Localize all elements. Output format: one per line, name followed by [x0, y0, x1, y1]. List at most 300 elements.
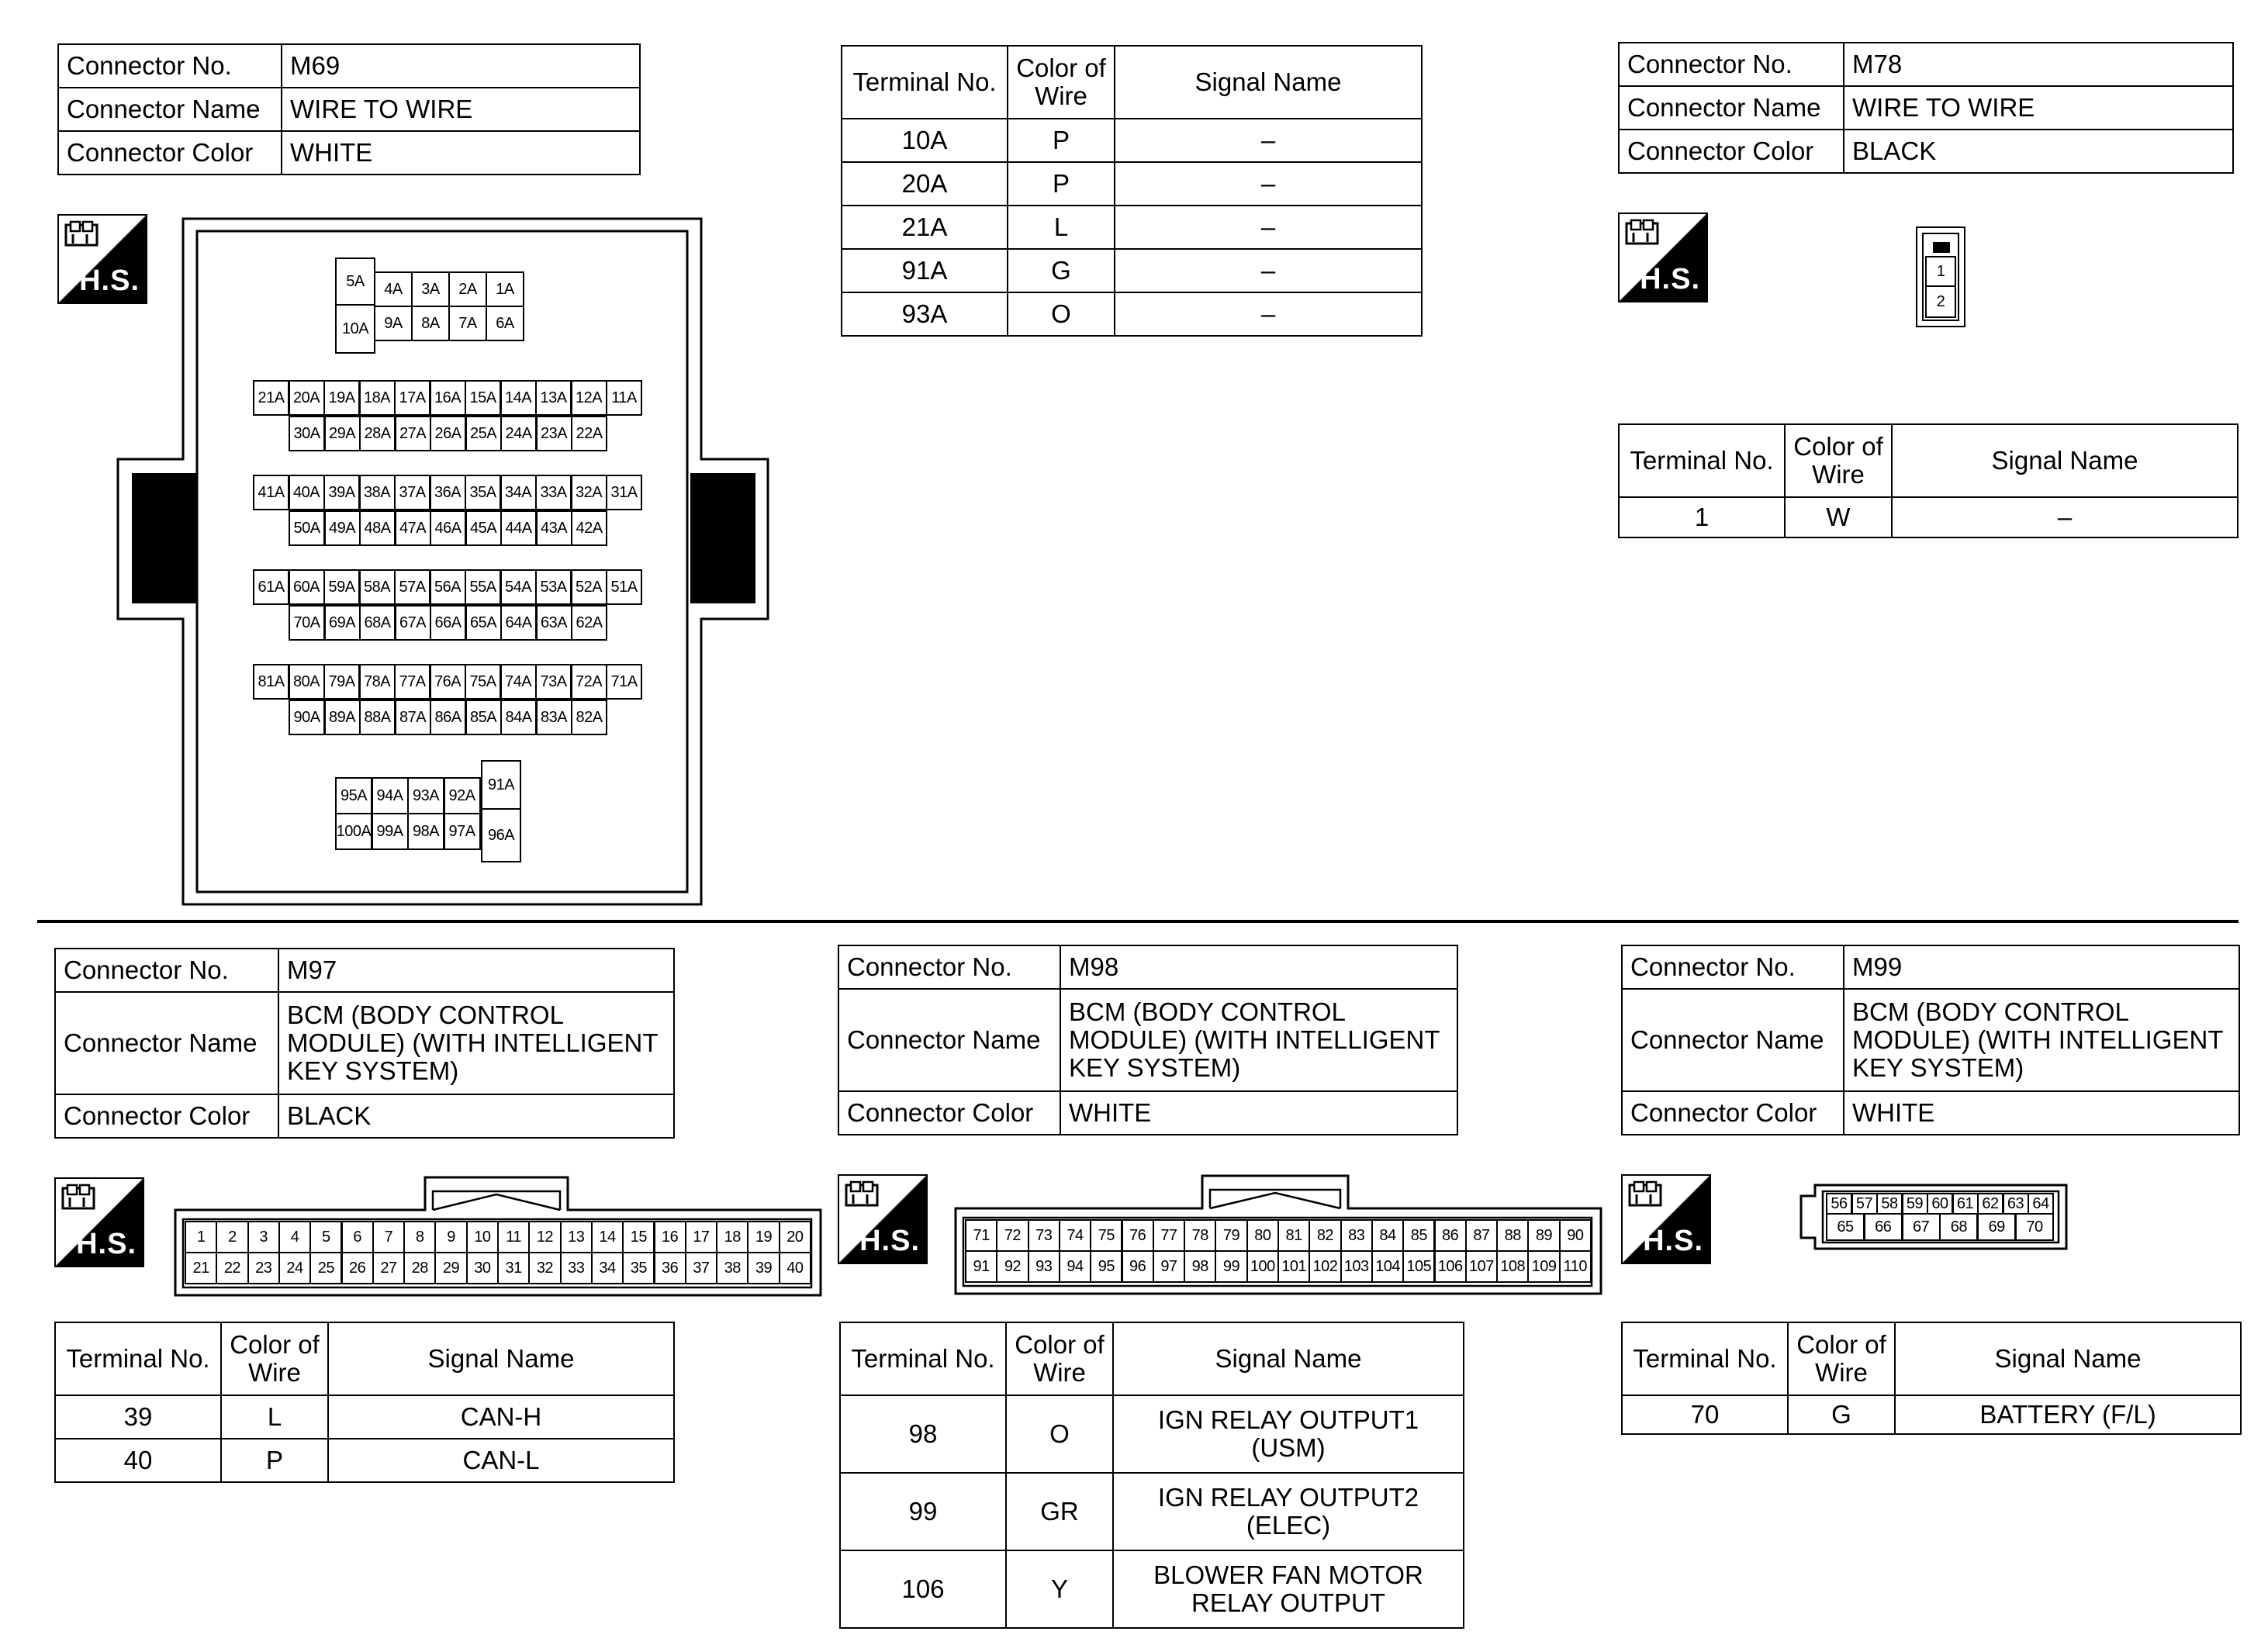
connector-color-value: BLACK [1844, 130, 2233, 173]
terminal-cell: 76A [430, 664, 466, 700]
terminal-cell: 37 [685, 1252, 717, 1284]
terminal-no-header: Terminal No. [1619, 424, 1785, 497]
terminal-cell: 71 [965, 1219, 997, 1252]
connector-name-label: Connector Name [55, 992, 278, 1094]
connector-icon [64, 220, 104, 251]
signal-name-cell: IGN RELAY OUTPUT2 (ELEC) [1113, 1473, 1464, 1550]
signal-name-cell: CAN-L [328, 1439, 674, 1482]
terminal-cell: 13 [560, 1221, 593, 1253]
signal-name-cell: – [1115, 162, 1422, 206]
terminal-cell: 1A [486, 271, 524, 307]
terminal-cell: 15A [465, 380, 501, 416]
signal-name-cell: – [1892, 497, 2238, 537]
terminal-cell: 106 [1434, 1250, 1467, 1283]
terminal-cell: 24 [278, 1252, 311, 1284]
terminal-cell: 11 [497, 1221, 530, 1253]
color-of-wire-header: Color of Wire [1788, 1322, 1895, 1395]
wire-color-cell: GR [1006, 1473, 1113, 1550]
terminal-cell: 76 [1122, 1219, 1154, 1252]
terminal-cell: 81A [253, 664, 289, 700]
signal-name-header: Signal Name [1892, 424, 2238, 497]
terminal-cell: 66 [1864, 1213, 1903, 1241]
terminal-cell: 99A [372, 813, 409, 850]
left-latch [132, 473, 197, 603]
terminal-cell: 23A [536, 416, 572, 451]
connector-color-value: WHITE [282, 131, 640, 175]
connector-icon [1624, 219, 1665, 250]
terminal-cell: 1 [185, 1221, 217, 1253]
terminal-cell: 52A [571, 569, 607, 605]
terminal-cell: 4 [278, 1221, 311, 1253]
section-divider [37, 920, 2239, 923]
terminal-cell: 64 [2028, 1193, 2054, 1215]
terminal-cell: 59 [1902, 1193, 1928, 1215]
terminal-cell: 67 [1902, 1213, 1941, 1241]
wire-color-cell: G [1008, 249, 1115, 292]
terminal-no-cell: 40 [55, 1439, 221, 1482]
hs-label: H.S. [76, 1228, 137, 1260]
terminal-cell: 8 [403, 1221, 436, 1253]
m78-info-table [1618, 42, 2234, 174]
terminal-cell: 61A [253, 569, 289, 605]
terminal-cell: 6 [341, 1221, 374, 1253]
terminal-cell: 95A [335, 777, 372, 814]
terminal-cell: 11A [606, 380, 642, 416]
m97-signal-table [54, 1322, 675, 1483]
table-row [842, 249, 1422, 292]
terminal-cell: 73 [1028, 1219, 1060, 1252]
terminal-no-cell: 106 [840, 1550, 1006, 1628]
signal-name-cell: – [1115, 292, 1422, 336]
terminal-cell: 101 [1277, 1250, 1310, 1283]
terminal-cell: 44A [500, 510, 537, 546]
terminal-cell: 24A [500, 416, 537, 451]
terminal-cell: 89 [1527, 1219, 1560, 1252]
connector-name-value: WIRE TO WIRE [1844, 86, 2233, 130]
signal-name-cell: – [1115, 206, 1422, 249]
wire-color-cell: P [1008, 119, 1115, 162]
table-row [842, 119, 1422, 162]
wire-color-cell: P [221, 1439, 328, 1482]
connector-name-value: BCM (BODY CONTROL MODULE) (WITH INTELLIGENT KEY SYSTEM) [278, 992, 674, 1094]
connector-color-label: Connector Color [55, 1094, 278, 1138]
terminal-cell: 78 [1184, 1219, 1216, 1252]
terminal-cell: 35 [622, 1252, 655, 1284]
terminal-cell: 75A [465, 664, 501, 700]
terminal-cell: 85 [1402, 1219, 1435, 1252]
signal-name-cell: – [1115, 249, 1422, 292]
terminal-cell: 5 [309, 1221, 342, 1253]
wire-color-cell: G [1788, 1395, 1895, 1434]
terminal-cell: 21 [185, 1252, 217, 1284]
terminal-cell: 65 [1826, 1213, 1865, 1241]
table-row [840, 1550, 1464, 1628]
terminal-cell: 83A [536, 700, 572, 735]
terminal-cell: 74 [1059, 1219, 1091, 1252]
terminal-cell: 12 [528, 1221, 561, 1253]
terminal-cell: 22A [571, 416, 607, 451]
connector-no-label: Connector No. [58, 44, 282, 88]
terminal-cell: 59A [323, 569, 360, 605]
terminal-cell: 97 [1153, 1250, 1185, 1283]
terminal-cell: 48A [359, 510, 396, 546]
terminal-cell: 7A [448, 306, 487, 341]
terminal-cell: 4A [374, 271, 413, 307]
connector-color-value: WHITE [1060, 1091, 1457, 1135]
wire-color-cell: L [1008, 206, 1115, 249]
hs-label: H.S. [1643, 1225, 1703, 1257]
terminal-cell: 62A [571, 605, 607, 641]
terminal-cell: 60 [1927, 1193, 1953, 1215]
terminal-cell: 87 [1465, 1219, 1498, 1252]
m98-signal-table [839, 1322, 1464, 1629]
connector-name-label: Connector Name [838, 989, 1060, 1091]
terminal-cell: 2A [448, 271, 487, 307]
terminal-cell: 99 [1215, 1250, 1247, 1283]
terminal-cell: 89A [324, 700, 361, 735]
terminal-cell: 18A [359, 380, 396, 416]
terminal-no-cell: 10A [842, 119, 1008, 162]
terminal-cell: 2 [216, 1221, 248, 1253]
color-of-wire-header: Color of Wire [221, 1322, 328, 1395]
terminal-cell: 57A [394, 569, 430, 605]
terminal-cell: 40 [779, 1252, 811, 1284]
terminal-cell: 38A [359, 475, 396, 510]
hs-label: H.S. [79, 264, 140, 297]
terminal-cell: 88 [1496, 1219, 1529, 1252]
terminal-cell: 80A [289, 664, 325, 700]
connector-icon [61, 1184, 101, 1215]
terminal-cell: 87A [395, 700, 431, 735]
terminal-cell: 36 [654, 1252, 686, 1284]
terminal-cell: 55A [465, 569, 501, 605]
terminal-cell: 2 [1925, 285, 1956, 318]
table-row [842, 206, 1422, 249]
wire-color-cell: W [1785, 497, 1892, 537]
terminal-cell: 82 [1309, 1219, 1341, 1252]
terminal-cell: 28 [403, 1252, 436, 1284]
terminal-cell: 31A [606, 475, 642, 510]
terminal-cell: 67A [395, 605, 431, 641]
terminal-cell: 92A [444, 777, 481, 814]
terminal-cell: 20A [289, 380, 325, 416]
terminal-cell: 16A [430, 380, 466, 416]
color-of-wire-header: Color of Wire [1008, 46, 1115, 119]
connector-name-label: Connector Name [1622, 989, 1844, 1091]
m78-signal-table [1618, 423, 2239, 538]
terminal-cell: 29A [324, 416, 361, 451]
table-row [1622, 1395, 2241, 1434]
terminal-cell: 37A [394, 475, 430, 510]
signal-name-header: Signal Name [1115, 46, 1422, 119]
terminal-no-header: Terminal No. [842, 46, 1008, 119]
terminal-cell: 17 [685, 1221, 717, 1253]
terminal-cell: 51A [606, 569, 642, 605]
connector-no-label: Connector No. [1619, 43, 1844, 86]
terminal-no-header: Terminal No. [55, 1322, 221, 1395]
terminal-cell: 25A [465, 416, 502, 451]
terminal-cell: 19A [323, 380, 360, 416]
terminal-cell: 18 [716, 1221, 748, 1253]
m99-signal-table [1621, 1322, 2242, 1435]
terminal-cell: 68 [1939, 1213, 1978, 1241]
connector-no-value: M69 [282, 44, 640, 88]
connector-no-label: Connector No. [55, 949, 278, 992]
terminal-cell: 30A [289, 416, 325, 451]
terminal-cell: 45A [465, 510, 502, 546]
terminal-cell: 91A [481, 760, 521, 810]
hs-label: H.S. [859, 1225, 920, 1257]
terminal-cell: 30 [466, 1252, 499, 1284]
terminal-cell: 69 [1977, 1213, 2016, 1241]
terminal-cell: 34A [500, 475, 537, 510]
terminal-cell: 6A [486, 306, 524, 341]
terminal-cell: 73A [535, 664, 572, 700]
terminal-cell: 72A [571, 664, 607, 700]
terminal-cell: 20 [779, 1221, 811, 1253]
terminal-cell: 97A [444, 813, 481, 850]
terminal-cell: 34 [591, 1252, 624, 1284]
terminal-no-cell: 91A [842, 249, 1008, 292]
terminal-cell: 27A [395, 416, 431, 451]
wire-color-cell: P [1008, 162, 1115, 206]
table-row [55, 1395, 674, 1439]
table-row [840, 1473, 1464, 1550]
terminal-cell: 47A [395, 510, 431, 546]
terminal-cell: 83 [1340, 1219, 1373, 1252]
terminal-cell: 86A [430, 700, 466, 735]
terminal-cell: 26 [341, 1252, 374, 1284]
terminal-cell: 92 [996, 1250, 1029, 1283]
terminal-cell: 33 [560, 1252, 593, 1284]
terminal-cell: 58A [359, 569, 396, 605]
terminal-cell: 17A [394, 380, 430, 416]
connector-no-value: M98 [1060, 945, 1457, 989]
terminal-cell: 100A [335, 813, 372, 850]
connector-name-value: BCM (BODY CONTROL MODULE) (WITH INTELLIGENT KEY SYSTEM) [1060, 989, 1457, 1091]
terminal-cell: 10 [466, 1221, 499, 1253]
terminal-cell: 3A [411, 271, 450, 307]
terminal-no-cell: 39 [55, 1395, 221, 1439]
terminal-cell: 84 [1371, 1219, 1404, 1252]
hs-label: H.S. [1640, 263, 1700, 295]
terminal-cell: 31 [497, 1252, 530, 1284]
terminal-cell: 90A [289, 700, 325, 735]
terminal-cell: 46A [430, 510, 466, 546]
terminal-cell: 109 [1527, 1250, 1560, 1283]
connector-no-label: Connector No. [1622, 945, 1844, 989]
connector-no-label: Connector No. [838, 945, 1060, 989]
terminal-cell: 56 [1826, 1193, 1852, 1215]
terminal-cell: 93 [1028, 1250, 1060, 1283]
terminal-cell: 53A [535, 569, 572, 605]
wire-color-cell: Y [1006, 1550, 1113, 1628]
terminal-cell: 84A [500, 700, 537, 735]
terminal-no-cell: 99 [840, 1473, 1006, 1550]
terminal-cell: 96 [1122, 1250, 1154, 1283]
terminal-cell: 32 [528, 1252, 561, 1284]
right-latch [690, 473, 755, 603]
terminal-cell: 40A [289, 475, 325, 510]
signal-name-header: Signal Name [1113, 1322, 1464, 1395]
terminal-cell: 102 [1309, 1250, 1341, 1283]
terminal-cell: 27 [372, 1252, 405, 1284]
terminal-cell: 13A [535, 380, 572, 416]
terminal-cell: 60A [289, 569, 325, 605]
wire-color-cell: O [1008, 292, 1115, 336]
m69-info-table [57, 43, 641, 175]
hs-icon [1621, 1174, 1711, 1264]
connector-no-value: M78 [1844, 43, 2233, 86]
terminal-no-cell: 1 [1619, 497, 1785, 537]
terminal-cell: 58 [1876, 1193, 1903, 1215]
table-row [840, 1395, 1464, 1473]
terminal-cell: 103 [1340, 1250, 1373, 1283]
m69-signal-table [841, 45, 1423, 337]
terminal-cell: 98A [407, 813, 444, 850]
terminal-cell: 96A [481, 808, 521, 862]
terminal-cell: 23 [247, 1252, 280, 1284]
terminal-cell: 100 [1246, 1250, 1279, 1283]
hs-icon [838, 1174, 928, 1264]
terminal-cell: 33A [535, 475, 572, 510]
terminal-no-cell: 93A [842, 292, 1008, 336]
terminal-cell: 70 [2015, 1213, 2054, 1241]
terminal-no-cell: 98 [840, 1395, 1006, 1473]
terminal-cell: 43A [536, 510, 572, 546]
terminal-cell: 9A [374, 306, 413, 341]
terminal-no-header: Terminal No. [840, 1322, 1006, 1395]
m78-latch [1933, 242, 1950, 253]
terminal-cell: 94 [1059, 1250, 1091, 1283]
terminal-cell: 108 [1496, 1250, 1529, 1283]
terminal-cell: 8A [411, 306, 450, 341]
terminal-cell: 32A [571, 475, 607, 510]
terminal-cell: 77 [1153, 1219, 1185, 1252]
terminal-no-cell: 20A [842, 162, 1008, 206]
terminal-cell: 1 [1925, 256, 1956, 287]
color-of-wire-header: Color of Wire [1785, 424, 1892, 497]
table-row [842, 292, 1422, 336]
terminal-cell: 39A [323, 475, 360, 510]
m97-info-table [54, 948, 675, 1139]
terminal-cell: 78A [359, 664, 396, 700]
terminal-cell: 95 [1090, 1250, 1122, 1283]
terminal-cell: 41A [253, 475, 289, 510]
terminal-cell: 68A [359, 605, 396, 641]
terminal-cell: 28A [359, 416, 396, 451]
terminal-cell: 85A [465, 700, 502, 735]
connector-no-value: M97 [278, 949, 674, 992]
connector-color-label: Connector Color [58, 131, 282, 175]
terminal-cell: 56A [430, 569, 466, 605]
terminal-cell: 19 [747, 1221, 780, 1253]
connector-icon [1627, 1180, 1668, 1211]
table-row [842, 162, 1422, 206]
terminal-cell: 69A [324, 605, 361, 641]
connector-name-value: WIRE TO WIRE [282, 88, 640, 131]
terminal-cell: 79 [1215, 1219, 1247, 1252]
terminal-cell: 26A [430, 416, 466, 451]
terminal-cell: 14A [500, 380, 537, 416]
connector-color-value: BLACK [278, 1094, 674, 1138]
color-of-wire-header: Color of Wire [1006, 1322, 1113, 1395]
signal-name-header: Signal Name [1895, 1322, 2241, 1395]
connector-color-label: Connector Color [838, 1091, 1060, 1135]
signal-name-cell: BLOWER FAN MOTOR RELAY OUTPUT [1113, 1550, 1464, 1628]
terminal-cell: 25 [309, 1252, 342, 1284]
terminal-cell: 91 [965, 1250, 997, 1283]
terminal-cell: 74A [500, 664, 537, 700]
connector-no-value: M99 [1844, 945, 2239, 989]
signal-name-cell: CAN-H [328, 1395, 674, 1439]
connector-color-value: WHITE [1844, 1091, 2239, 1135]
table-row [1619, 497, 2238, 537]
signal-name-cell: BATTERY (F/L) [1895, 1395, 2241, 1434]
terminal-cell: 21A [253, 380, 289, 416]
terminal-cell: 98 [1184, 1250, 1216, 1283]
connector-name-value: BCM (BODY CONTROL MODULE) (WITH INTELLIGENT KEY SYSTEM) [1844, 989, 2239, 1091]
terminal-cell: 107 [1465, 1250, 1498, 1283]
terminal-cell: 57 [1851, 1193, 1878, 1215]
terminal-cell: 79A [323, 664, 360, 700]
connector-name-label: Connector Name [58, 88, 282, 131]
terminal-cell: 61 [1952, 1193, 1979, 1215]
connector-name-label: Connector Name [1619, 86, 1844, 130]
terminal-cell: 64A [500, 605, 537, 641]
terminal-cell: 105 [1402, 1250, 1435, 1283]
terminal-cell: 50A [289, 510, 325, 546]
terminal-cell: 49A [324, 510, 361, 546]
terminal-cell: 70A [289, 605, 325, 641]
terminal-cell: 62 [1977, 1193, 2003, 1215]
wire-color-cell: O [1006, 1395, 1113, 1473]
signal-name-cell: – [1115, 119, 1422, 162]
hs-icon [54, 1177, 144, 1267]
terminal-cell: 82A [571, 700, 607, 735]
terminal-cell: 35A [465, 475, 501, 510]
terminal-cell: 42A [571, 510, 607, 546]
terminal-cell: 72 [996, 1219, 1029, 1252]
terminal-cell: 14 [591, 1221, 624, 1253]
terminal-cell: 63 [2003, 1193, 2029, 1215]
terminal-cell: 29 [434, 1252, 467, 1284]
hs-icon [1618, 213, 1708, 302]
terminal-cell: 65A [465, 605, 502, 641]
terminal-cell: 63A [536, 605, 572, 641]
terminal-cell: 3 [247, 1221, 280, 1253]
signal-name-cell: IGN RELAY OUTPUT1 (USM) [1113, 1395, 1464, 1473]
terminal-cell: 81 [1277, 1219, 1310, 1252]
terminal-cell: 12A [571, 380, 607, 416]
terminal-cell: 9 [434, 1221, 467, 1253]
terminal-cell: 15 [622, 1221, 655, 1253]
terminal-cell: 39 [747, 1252, 780, 1284]
terminal-cell: 93A [407, 777, 444, 814]
table-row [55, 1439, 674, 1482]
wire-color-cell: L [221, 1395, 328, 1439]
m99-info-table [1621, 945, 2240, 1135]
terminal-cell: 16 [654, 1221, 686, 1253]
terminal-cell: 86 [1434, 1219, 1467, 1252]
m98-info-table [838, 945, 1458, 1135]
terminal-cell: 5A [335, 257, 375, 306]
terminal-cell: 71A [606, 664, 642, 700]
terminal-cell: 22 [216, 1252, 248, 1284]
terminal-no-cell: 70 [1622, 1395, 1788, 1434]
connector-color-label: Connector Color [1622, 1091, 1844, 1135]
signal-name-header: Signal Name [328, 1322, 674, 1395]
